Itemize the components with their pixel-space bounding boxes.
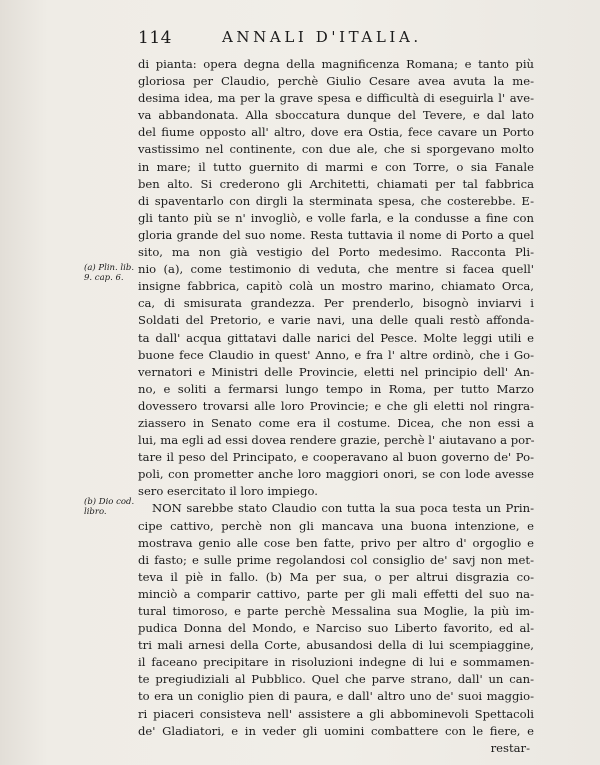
text-line: ta dall' acqua gittatavi dalle narici del Pesce. Molte leggi utili e — [138, 330, 534, 345]
text-line: tri mali arnesi della Corte, abusandosi della di lui scempiaggine, — [138, 638, 534, 653]
text-line: teva il piè in fallo. (b) Ma per sua, o per altrui disgrazia co- — [138, 569, 534, 584]
text-line: gli tanto più se n' invogliò, e volle farla, e la condusse a fine con — [138, 210, 534, 225]
text-line: restar- — [490, 740, 530, 755]
margin-note-line: 9. cap. 6. — [84, 273, 124, 283]
text-line: ben alto. Si crederono gli Architetti, chiamati per tal fabbrica — [138, 176, 534, 191]
text-line: il faceano precipitare in risoluzioni indegne di lui e sommamen- — [138, 655, 534, 670]
body-text — [138, 56, 534, 757]
text-line: ca, di smisurata grandezza. Per prenderlo, bisognò inviarvi i — [138, 296, 534, 311]
text-line: de' Gladiatori, e in veder gli uomini combattere con le fiere, e — [138, 723, 534, 738]
text-line: poli, con prometter anche loro maggiori onori, se con lode avesse — [138, 467, 534, 482]
text-line: nio (a), come testimonio di veduta, che mentre si facea quell' — [138, 262, 534, 277]
text-line: desima idea, ma per la grave spesa e difficultà di eseguirla l' ave- — [138, 91, 534, 106]
text-line: gloria grande del suo nome. Resta tuttavia il nome di Porto a quel — [138, 227, 534, 242]
text-line: insigne fabbrica, capitò colà un mostro marino, chiamato Orca, — [138, 279, 534, 294]
margin-note-line: libro. — [84, 507, 107, 517]
margin-note-a — [84, 263, 140, 283]
text-line: sito, ma non già vestigio del Porto medesimo. Racconta Pli- — [138, 245, 534, 260]
text-line: te pregiudiziali al Pubblico. Quel che parve strano, dall' un can- — [138, 672, 534, 687]
text-line: vastissimo nel continente, con due ale, che si sporgevano molto — [138, 142, 534, 157]
margin-note-line: (a) Plin. lib. — [84, 263, 135, 273]
text-line: sero esercitato il loro impiego. — [138, 484, 318, 499]
text-line: Soldati del Pretorio, e varie navi, una delle quali restò affonda- — [138, 313, 534, 328]
text-line: mostrava genio alle cose ben fatte, privo per altro d' orgoglio e — [138, 535, 534, 550]
text-line: buone fece Claudio in quest' Anno, e fra l' altre ordinò, che i Go- — [138, 347, 534, 362]
text-line: del fiume opposto all' altro, dove era Ostia, fece cavare un Porto — [138, 125, 534, 140]
text-line: NON sarebbe stato Claudio con tutta la sua poca testa un Prin- — [152, 501, 534, 516]
text-line: cipe cattivo, perchè non gli mancava una buona intenzione, e — [138, 518, 534, 533]
text-line: vernatori e Ministri delle Provincie, eletti nel principio dell' An- — [138, 364, 534, 379]
text-line: va abbandonata. Alla sboccatura dunque del Tevere, e dal lato — [138, 108, 534, 123]
text-line: no, e soliti a fermarsi lungo tempo in Roma, per tutto Marzo — [138, 381, 534, 396]
text-line: di spaventarlo con dirgli la sterminata spesa, che costerebbe. E- — [138, 193, 534, 208]
text-line: minciò a comparir cattivo, parte per gli mali effetti del suo na- — [138, 586, 534, 601]
running-head: ANNALI D'ITALIA. — [222, 28, 422, 46]
page-header — [0, 28, 600, 50]
text-line: tare il peso del Principato, e cooperavano al buon governo de' Po- — [138, 450, 534, 465]
text-line: gloriosa per Claudio, perchè Giulio Cesare avea avuta la me- — [138, 74, 534, 89]
text-line: in mare; il tutto guernito di marmi e con Torre, o sia Fanale — [138, 159, 534, 174]
text-line: di fasto; e sulle prime regolandosi col consiglio de' savj non met- — [138, 552, 534, 567]
text-line: lui, ma egli ad essi dovea rendere grazie, perchè l' aiutavano a por- — [138, 433, 535, 448]
text-line: tural timoroso, e parte perchè Messalina sua Moglie, la più im- — [138, 604, 534, 618]
margin-note-b — [84, 497, 140, 517]
page-number: 114 — [138, 28, 172, 48]
margin-note-line: (b) Dio cod. — [84, 497, 135, 507]
text-line: di pianta: opera degna della magnificenza Romana; e tanto più — [138, 57, 534, 71]
text-line: ri piaceri consisteva nell' assistere a gli abbominevoli Spettacoli — [138, 706, 534, 721]
text-line: pudica Donna del Mondo, e Narciso suo Liberto favorito, ed al- — [138, 621, 534, 636]
text-line: ziassero in Senato come era il costume. Dicea, che non essi a — [138, 415, 534, 430]
text-line: dovessero trovarsi alle loro Provincie; e che gli eletti nol ringra- — [138, 398, 534, 413]
text-line: to era un coniglio pien di paura, e dall' altro uno de' suoi maggio- — [138, 689, 534, 704]
